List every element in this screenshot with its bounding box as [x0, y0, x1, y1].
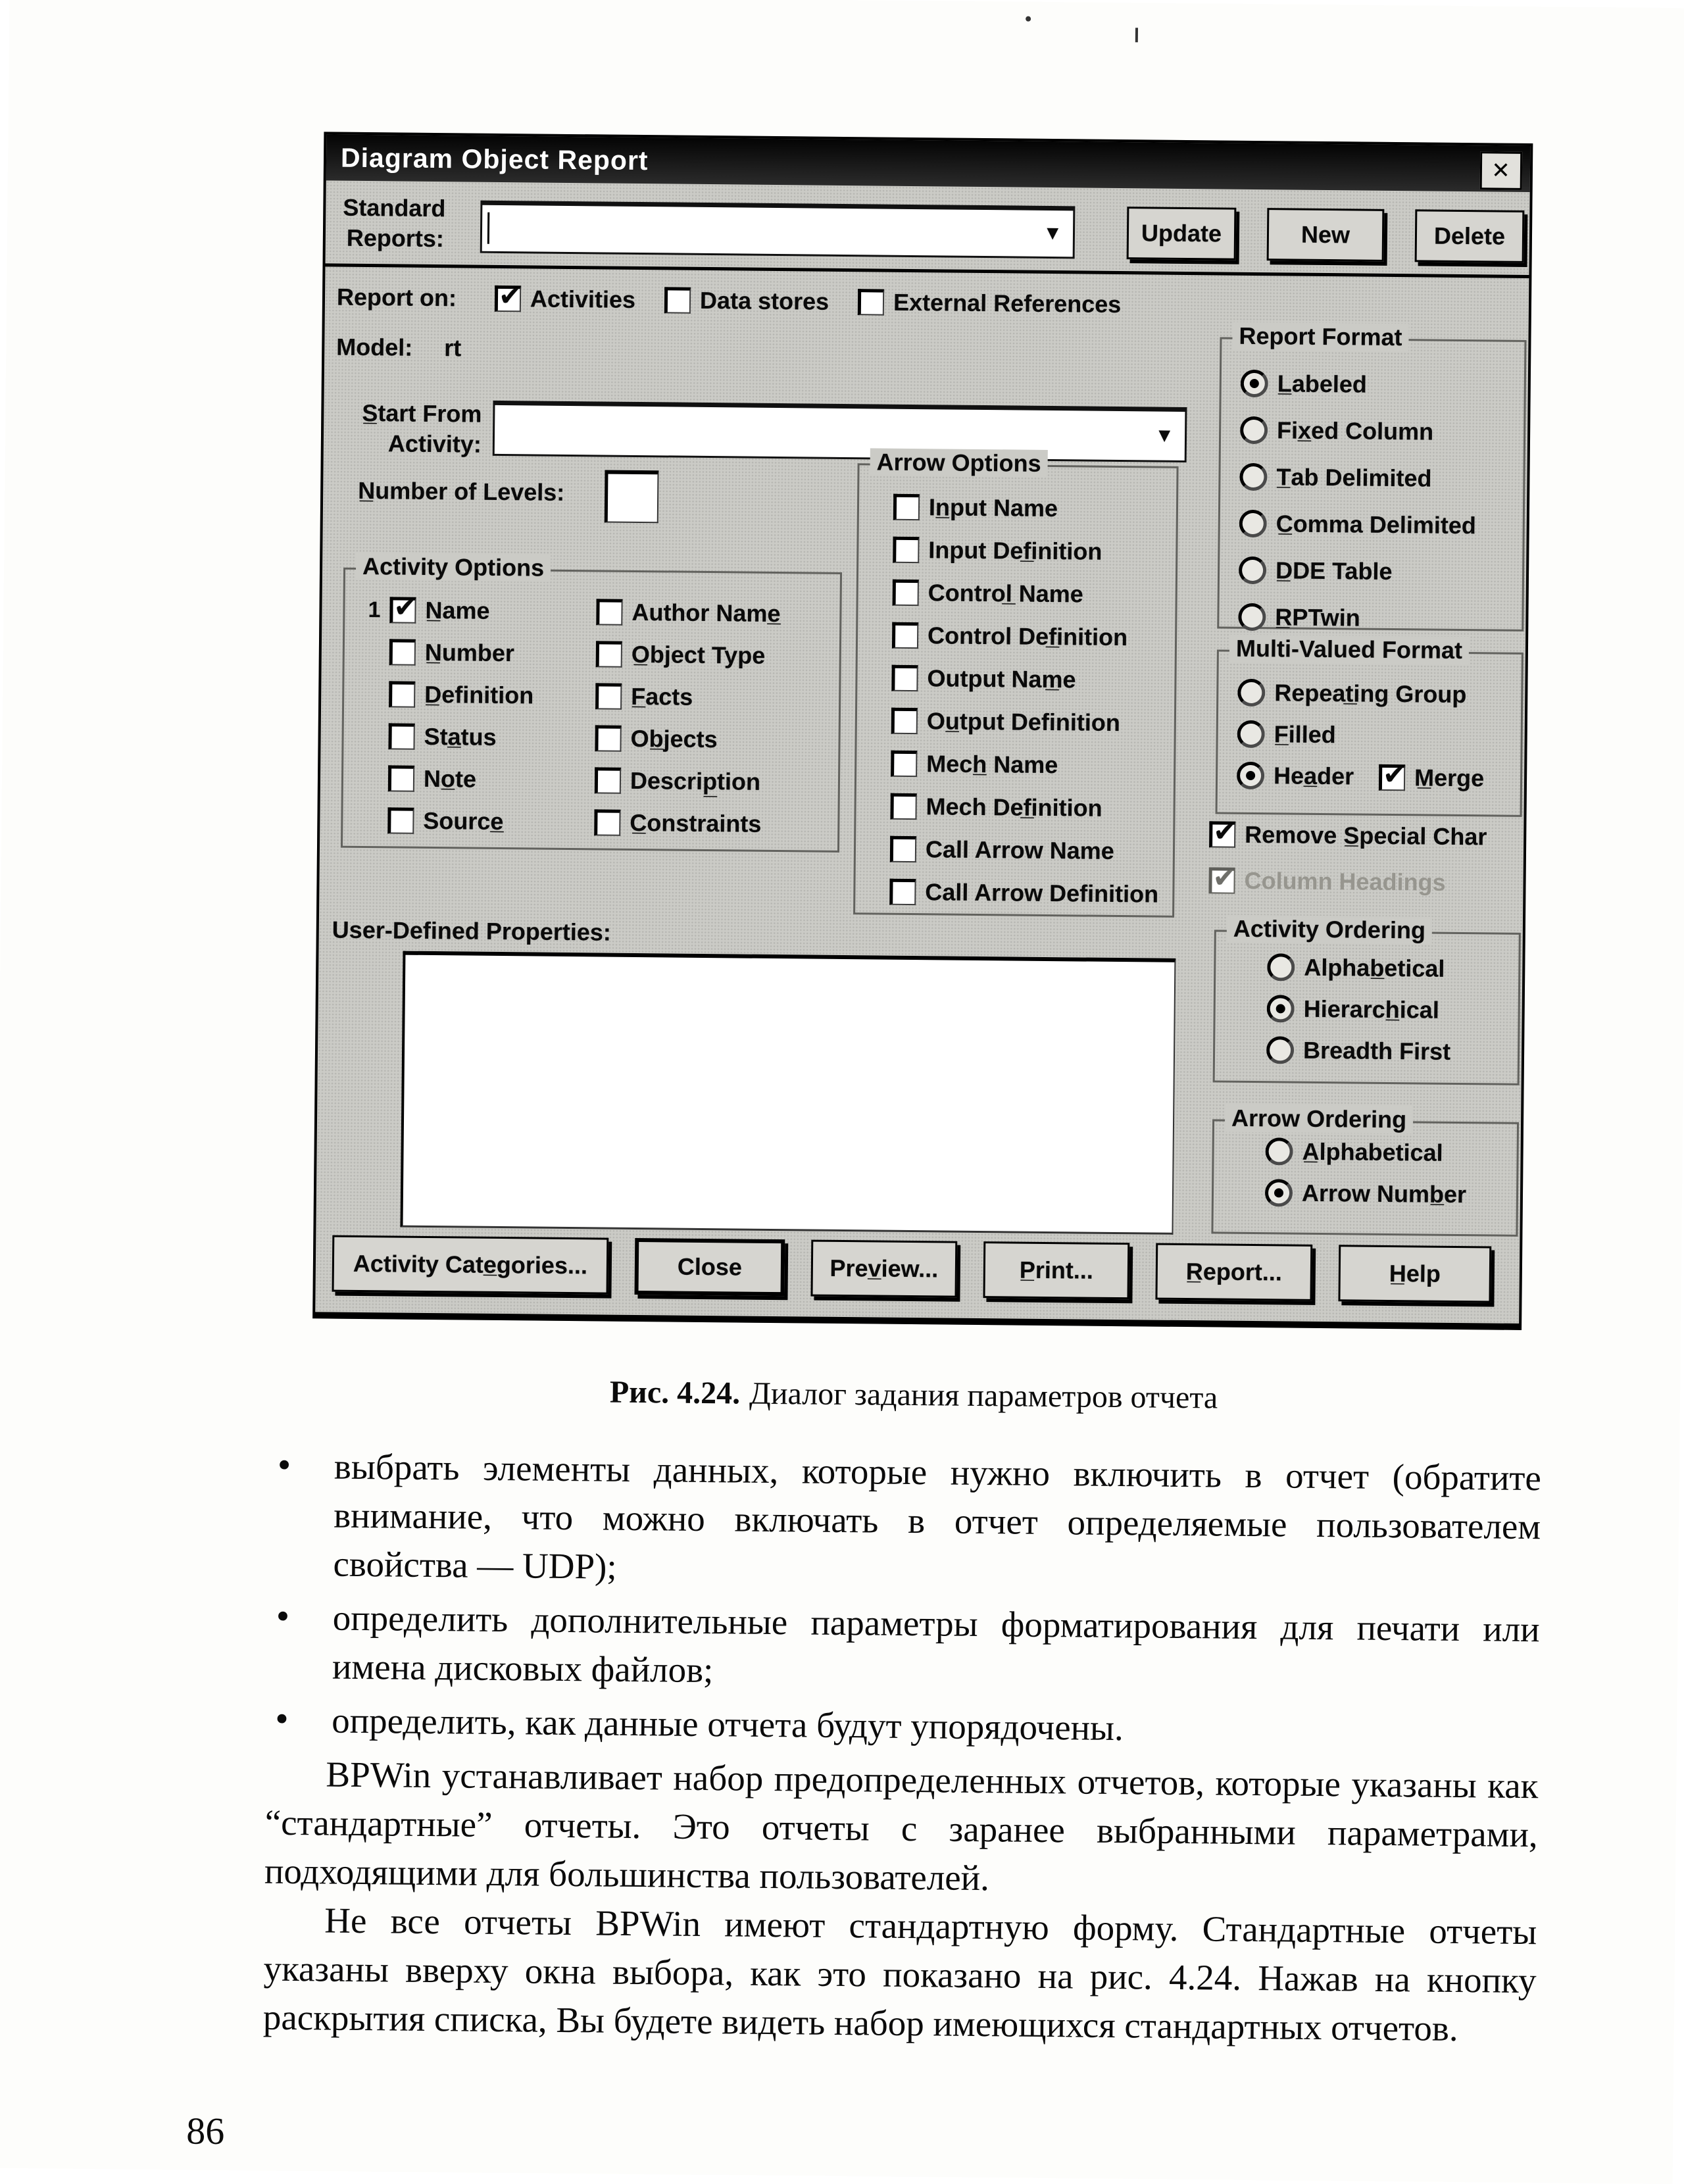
- top-button[interactable]: Delete: [1415, 209, 1525, 263]
- option-label: Hea̲der: [1274, 762, 1354, 790]
- bullet-item: • определить, как данные отчета будут упорядочены.: [266, 1696, 1539, 1757]
- checkbox[interactable]: [890, 836, 916, 862]
- scan-artifact-dot: [1026, 16, 1031, 22]
- checkbox: [1208, 867, 1235, 893]
- bullet-item: • выбрать элементы данных, которые нужно включить в отчет (обратите внимание, что можно включать в отчет определяемые пользователем свойства — UDP);: [267, 1442, 1541, 1601]
- arrow-option[interactable]: [890, 793, 1159, 823]
- radio-button[interactable]: [1241, 370, 1268, 397]
- option-label: A̲lphabetical: [1302, 1138, 1443, 1167]
- checkbox[interactable]: [1209, 821, 1235, 847]
- option-label: Hierarch̲ical: [1304, 995, 1440, 1024]
- checkbox[interactable]: [596, 599, 622, 625]
- report-format-option[interactable]: [1239, 557, 1475, 586]
- model-row: [336, 334, 461, 362]
- paragraph: BPWin устанавливает набор предопределенных отчетов, которые указаны как “стандартные” отчеты. Это отчеты с заранее выбранными параметрами, подходящими для большинства пользователей.: [264, 1750, 1539, 1908]
- report-format-option[interactable]: [1240, 416, 1477, 446]
- option-label: R̲PTwin: [1275, 603, 1360, 632]
- option-label: Source̲: [423, 807, 503, 835]
- option-label: Call Arrow Definition: [925, 878, 1158, 908]
- checkbox[interactable]: [891, 665, 918, 691]
- bottom-button[interactable]: Prev̲iew...: [810, 1240, 957, 1298]
- radio-button[interactable]: [1237, 720, 1265, 748]
- option-label: Ou̲tput Definition: [927, 707, 1120, 737]
- report-on-option[interactable]: [664, 286, 829, 315]
- option-label: Input Def̲inition: [928, 536, 1102, 566]
- group-title: Activity Options: [356, 553, 551, 582]
- checkbox[interactable]: [389, 597, 416, 623]
- check-icon: ✔: [1212, 864, 1236, 891]
- radio-dot: [1250, 379, 1259, 388]
- radio-button[interactable]: [1239, 463, 1267, 491]
- option-label: Breadth First: [1303, 1037, 1450, 1066]
- activity-ordering-option[interactable]: [1267, 995, 1451, 1024]
- report-on-option[interactable]: [495, 285, 635, 314]
- option-label: No̲te: [424, 765, 476, 793]
- option-label: M̲erge: [1414, 764, 1484, 792]
- model-value: rt: [444, 334, 461, 362]
- option-label: Arrow Numb̲er: [1302, 1179, 1466, 1208]
- model-label: Model:: [336, 334, 412, 362]
- radio-button[interactable]: [1265, 1137, 1293, 1165]
- arrow-option[interactable]: [890, 835, 1159, 866]
- arrow-ordering-option[interactable]: [1265, 1179, 1466, 1208]
- dropdown-arrow-icon[interactable]: ▼: [1154, 425, 1174, 447]
- checkbox[interactable]: [858, 289, 884, 315]
- checkbox[interactable]: [595, 767, 621, 793]
- user-defined-properties-listbox[interactable]: [400, 951, 1176, 1235]
- activity-option[interactable]: [355, 722, 533, 752]
- option-label: F̲illed: [1274, 720, 1336, 749]
- check-icon: ✔: [393, 593, 417, 621]
- report-format-option[interactable]: [1239, 463, 1476, 493]
- checkbox[interactable]: [1379, 764, 1405, 791]
- check-icon: ✔: [1383, 761, 1406, 789]
- arrow-option[interactable]: [893, 536, 1162, 566]
- bullet-item: • определить дополнительные параметры форматирования для печати или имена дисковых файлов;: [266, 1593, 1540, 1703]
- radio-button[interactable]: [1266, 1036, 1294, 1064]
- arrow-option[interactable]: [891, 664, 1160, 695]
- scan-artifact-tick: [1135, 28, 1138, 42]
- top-button[interactable]: Update: [1127, 207, 1237, 261]
- report-format-group: [1217, 337, 1526, 631]
- report-on-label: Report on:: [337, 284, 457, 312]
- option-label: Author Name̲: [632, 599, 780, 628]
- option-label: Control Def̲inition: [928, 622, 1127, 651]
- option-label: Ob̲jects: [630, 725, 717, 753]
- option-label: Activities: [530, 285, 635, 314]
- option-label: N̲umber: [425, 639, 514, 667]
- option-label: Remove S̲pecial Char: [1245, 821, 1487, 851]
- multi-valued-format-group: [1216, 649, 1523, 816]
- column-headings-option: [1208, 866, 1445, 896]
- title-bar[interactable]: [326, 134, 1531, 192]
- check-icon: ✔: [1213, 818, 1237, 845]
- arrow-options-group: [853, 463, 1179, 918]
- start-from-activity-combobox[interactable]: [493, 401, 1187, 462]
- activity-option[interactable]: [595, 766, 779, 796]
- option-label: External References: [893, 289, 1122, 318]
- radio-button[interactable]: [1239, 510, 1267, 537]
- arrow-option[interactable]: [892, 622, 1161, 652]
- option-label: C̲onstraints: [630, 809, 761, 838]
- radio-button[interactable]: [1238, 603, 1266, 631]
- standard-reports-combobox[interactable]: [480, 201, 1076, 259]
- checkbox[interactable]: [664, 287, 691, 313]
- checkbox[interactable]: [892, 622, 918, 649]
- checkbox[interactable]: [893, 580, 919, 606]
- report-format-option[interactable]: [1239, 510, 1476, 539]
- checkbox[interactable]: [495, 285, 521, 312]
- checkbox[interactable]: [595, 683, 622, 709]
- dropdown-arrow-icon[interactable]: ▼: [1043, 222, 1062, 245]
- checkbox[interactable]: [596, 641, 622, 667]
- radio-dot: [1274, 1188, 1283, 1197]
- top-button-row: [1127, 207, 1525, 263]
- option-label: C̲omma Delimited: [1276, 510, 1476, 539]
- checkbox[interactable]: [389, 681, 415, 707]
- arrow-ordering-option[interactable]: [1265, 1137, 1466, 1167]
- multi-valued-option[interactable]: [1237, 679, 1466, 708]
- bottom-button[interactable]: H̲elp: [1338, 1245, 1491, 1303]
- report-on-option[interactable]: [858, 288, 1122, 318]
- merge-option[interactable]: [1379, 764, 1484, 793]
- option-label: Column Headings: [1244, 867, 1445, 897]
- option-label: L̲abeled: [1277, 370, 1367, 398]
- activity-option[interactable]: [596, 640, 780, 670]
- activity-option[interactable]: [355, 807, 532, 836]
- option-label: Data stores: [700, 287, 829, 316]
- activity-option[interactable]: [357, 596, 534, 626]
- option-label: D̲efinition: [424, 681, 533, 710]
- option-label: Control̲ Name: [928, 579, 1083, 608]
- radio-button[interactable]: [1237, 679, 1265, 707]
- option-label: Fix̲ed Column: [1277, 416, 1433, 445]
- report-on-row: [337, 284, 1122, 318]
- report-format-option[interactable]: [1238, 603, 1475, 633]
- start-from-activity-label: S̲tart From Activity:: [324, 397, 482, 459]
- paragraphs: [263, 1750, 1539, 2054]
- radio-button[interactable]: [1240, 416, 1268, 444]
- number-of-levels-label: N̲umber of Levels:: [358, 477, 564, 507]
- group-title: Activity Ordering: [1227, 915, 1432, 945]
- group-title: Arrow Options: [870, 448, 1047, 478]
- bottom-button[interactable]: R̲eport...: [1155, 1243, 1312, 1301]
- arrow-option[interactable]: [893, 579, 1162, 609]
- radio-button[interactable]: [1265, 1179, 1293, 1206]
- arrow-option[interactable]: [889, 878, 1158, 908]
- option-label: Alphab̲etical: [1304, 954, 1445, 983]
- group-title: Arrow Ordering: [1225, 1104, 1413, 1134]
- number-of-levels-input[interactable]: [605, 470, 659, 524]
- remove-special-char-option[interactable]: [1209, 820, 1487, 851]
- checkbox[interactable]: [595, 725, 621, 751]
- close-button[interactable]: [1480, 151, 1523, 190]
- radio-button[interactable]: [1267, 953, 1295, 981]
- option-label: D̲DE Table: [1275, 557, 1393, 585]
- checkbox[interactable]: [889, 879, 916, 905]
- standard-reports-label: Standard Reports:: [343, 193, 446, 254]
- bullet-list: [266, 1442, 1541, 1757]
- activity-option[interactable]: [357, 638, 534, 668]
- activity-ordering-group: [1213, 930, 1521, 1085]
- option-label: Descrip̲tion: [630, 767, 760, 796]
- checkbox[interactable]: [890, 793, 916, 820]
- checkbox[interactable]: [594, 809, 620, 835]
- bottom-button[interactable]: Activity Cate̲gories...: [332, 1235, 609, 1295]
- activity-option[interactable]: [594, 808, 778, 838]
- paragraph: Не все отчеты BPWin имеют стандартную форму. Стандартные отчеты указаны вверху окна выбора, как это показано на рис. 4.24. Нажав на кнопку раскрытия списка, Вы будете видеть набор имеющихся стандартных отчетов.: [263, 1896, 1537, 2054]
- option-label: Mech Def̲inition: [926, 793, 1102, 822]
- activity-ordering-option[interactable]: [1267, 953, 1451, 983]
- activity-options-group: [341, 568, 842, 853]
- figure-number: Рис. 4.24.: [610, 1375, 741, 1411]
- arrow-ordering-group: [1211, 1119, 1519, 1236]
- activity-option[interactable]: [595, 682, 780, 712]
- page-number: 86: [186, 2109, 225, 2154]
- option-label: Output Nam̲e: [927, 664, 1076, 693]
- option-label: F̲acts: [631, 683, 693, 711]
- radio-dot: [1246, 771, 1255, 780]
- arrow-option[interactable]: [893, 493, 1162, 524]
- figure-title: Диалог задания параметров отчета: [749, 1376, 1218, 1416]
- dialog-diagram-object-report: [312, 132, 1533, 1330]
- option-label: O̲bject Type: [632, 641, 766, 670]
- option-label: N̲ame: [425, 597, 489, 625]
- bottom-button-row: [332, 1235, 1492, 1303]
- checkbox[interactable]: [891, 708, 918, 734]
- activity-option[interactable]: [356, 680, 533, 710]
- arrow-option[interactable]: [891, 707, 1160, 737]
- radio-button[interactable]: [1237, 762, 1264, 789]
- arrow-option[interactable]: [891, 750, 1160, 780]
- text-caret: [487, 212, 489, 244]
- option-label: Call Arrow Name: [926, 835, 1114, 865]
- radio-button[interactable]: [1239, 557, 1266, 584]
- radio-dot: [1276, 1004, 1285, 1013]
- checkbox[interactable]: [388, 765, 414, 791]
- separator-line: [325, 263, 1529, 278]
- user-defined-properties-label: User-Defined Properties:: [332, 916, 611, 947]
- radio-button[interactable]: [1267, 995, 1295, 1022]
- checkbox[interactable]: [893, 537, 919, 563]
- activity-ordering-option[interactable]: [1266, 1036, 1450, 1066]
- checkbox[interactable]: [891, 751, 917, 777]
- activity-option[interactable]: [355, 764, 533, 794]
- option-prefix: 1: [357, 597, 380, 622]
- option-label: In̲put Name: [929, 493, 1058, 522]
- report-format-option[interactable]: [1241, 370, 1477, 399]
- group-title: Report Format: [1232, 322, 1408, 352]
- window-title: Diagram Object Report: [341, 142, 649, 176]
- group-title: Multi-Valued Format: [1229, 635, 1469, 664]
- checkbox[interactable]: [893, 494, 920, 520]
- checkbox[interactable]: [389, 639, 416, 665]
- body-text: [263, 1442, 1542, 2054]
- activity-option[interactable]: [596, 598, 780, 628]
- figure-caption: [312, 1371, 1516, 1419]
- check-icon: ✔: [499, 282, 522, 310]
- activity-option[interactable]: [595, 724, 779, 754]
- multi-valued-option[interactable]: [1237, 720, 1466, 750]
- bottom-button[interactable]: P̲rint...: [983, 1241, 1129, 1299]
- close-icon: ✕: [1491, 157, 1511, 184]
- option-label: Mech̲ Name: [926, 750, 1058, 779]
- checkbox[interactable]: [388, 723, 414, 749]
- checkbox[interactable]: [387, 807, 414, 833]
- option-label: T̲ab Delimited: [1276, 463, 1431, 492]
- option-label: Repeat̲ing Group: [1274, 679, 1466, 708]
- bottom-button[interactable]: Close: [634, 1238, 785, 1296]
- option-label: Sta̲tus: [424, 723, 496, 751]
- top-button[interactable]: New: [1267, 208, 1385, 262]
